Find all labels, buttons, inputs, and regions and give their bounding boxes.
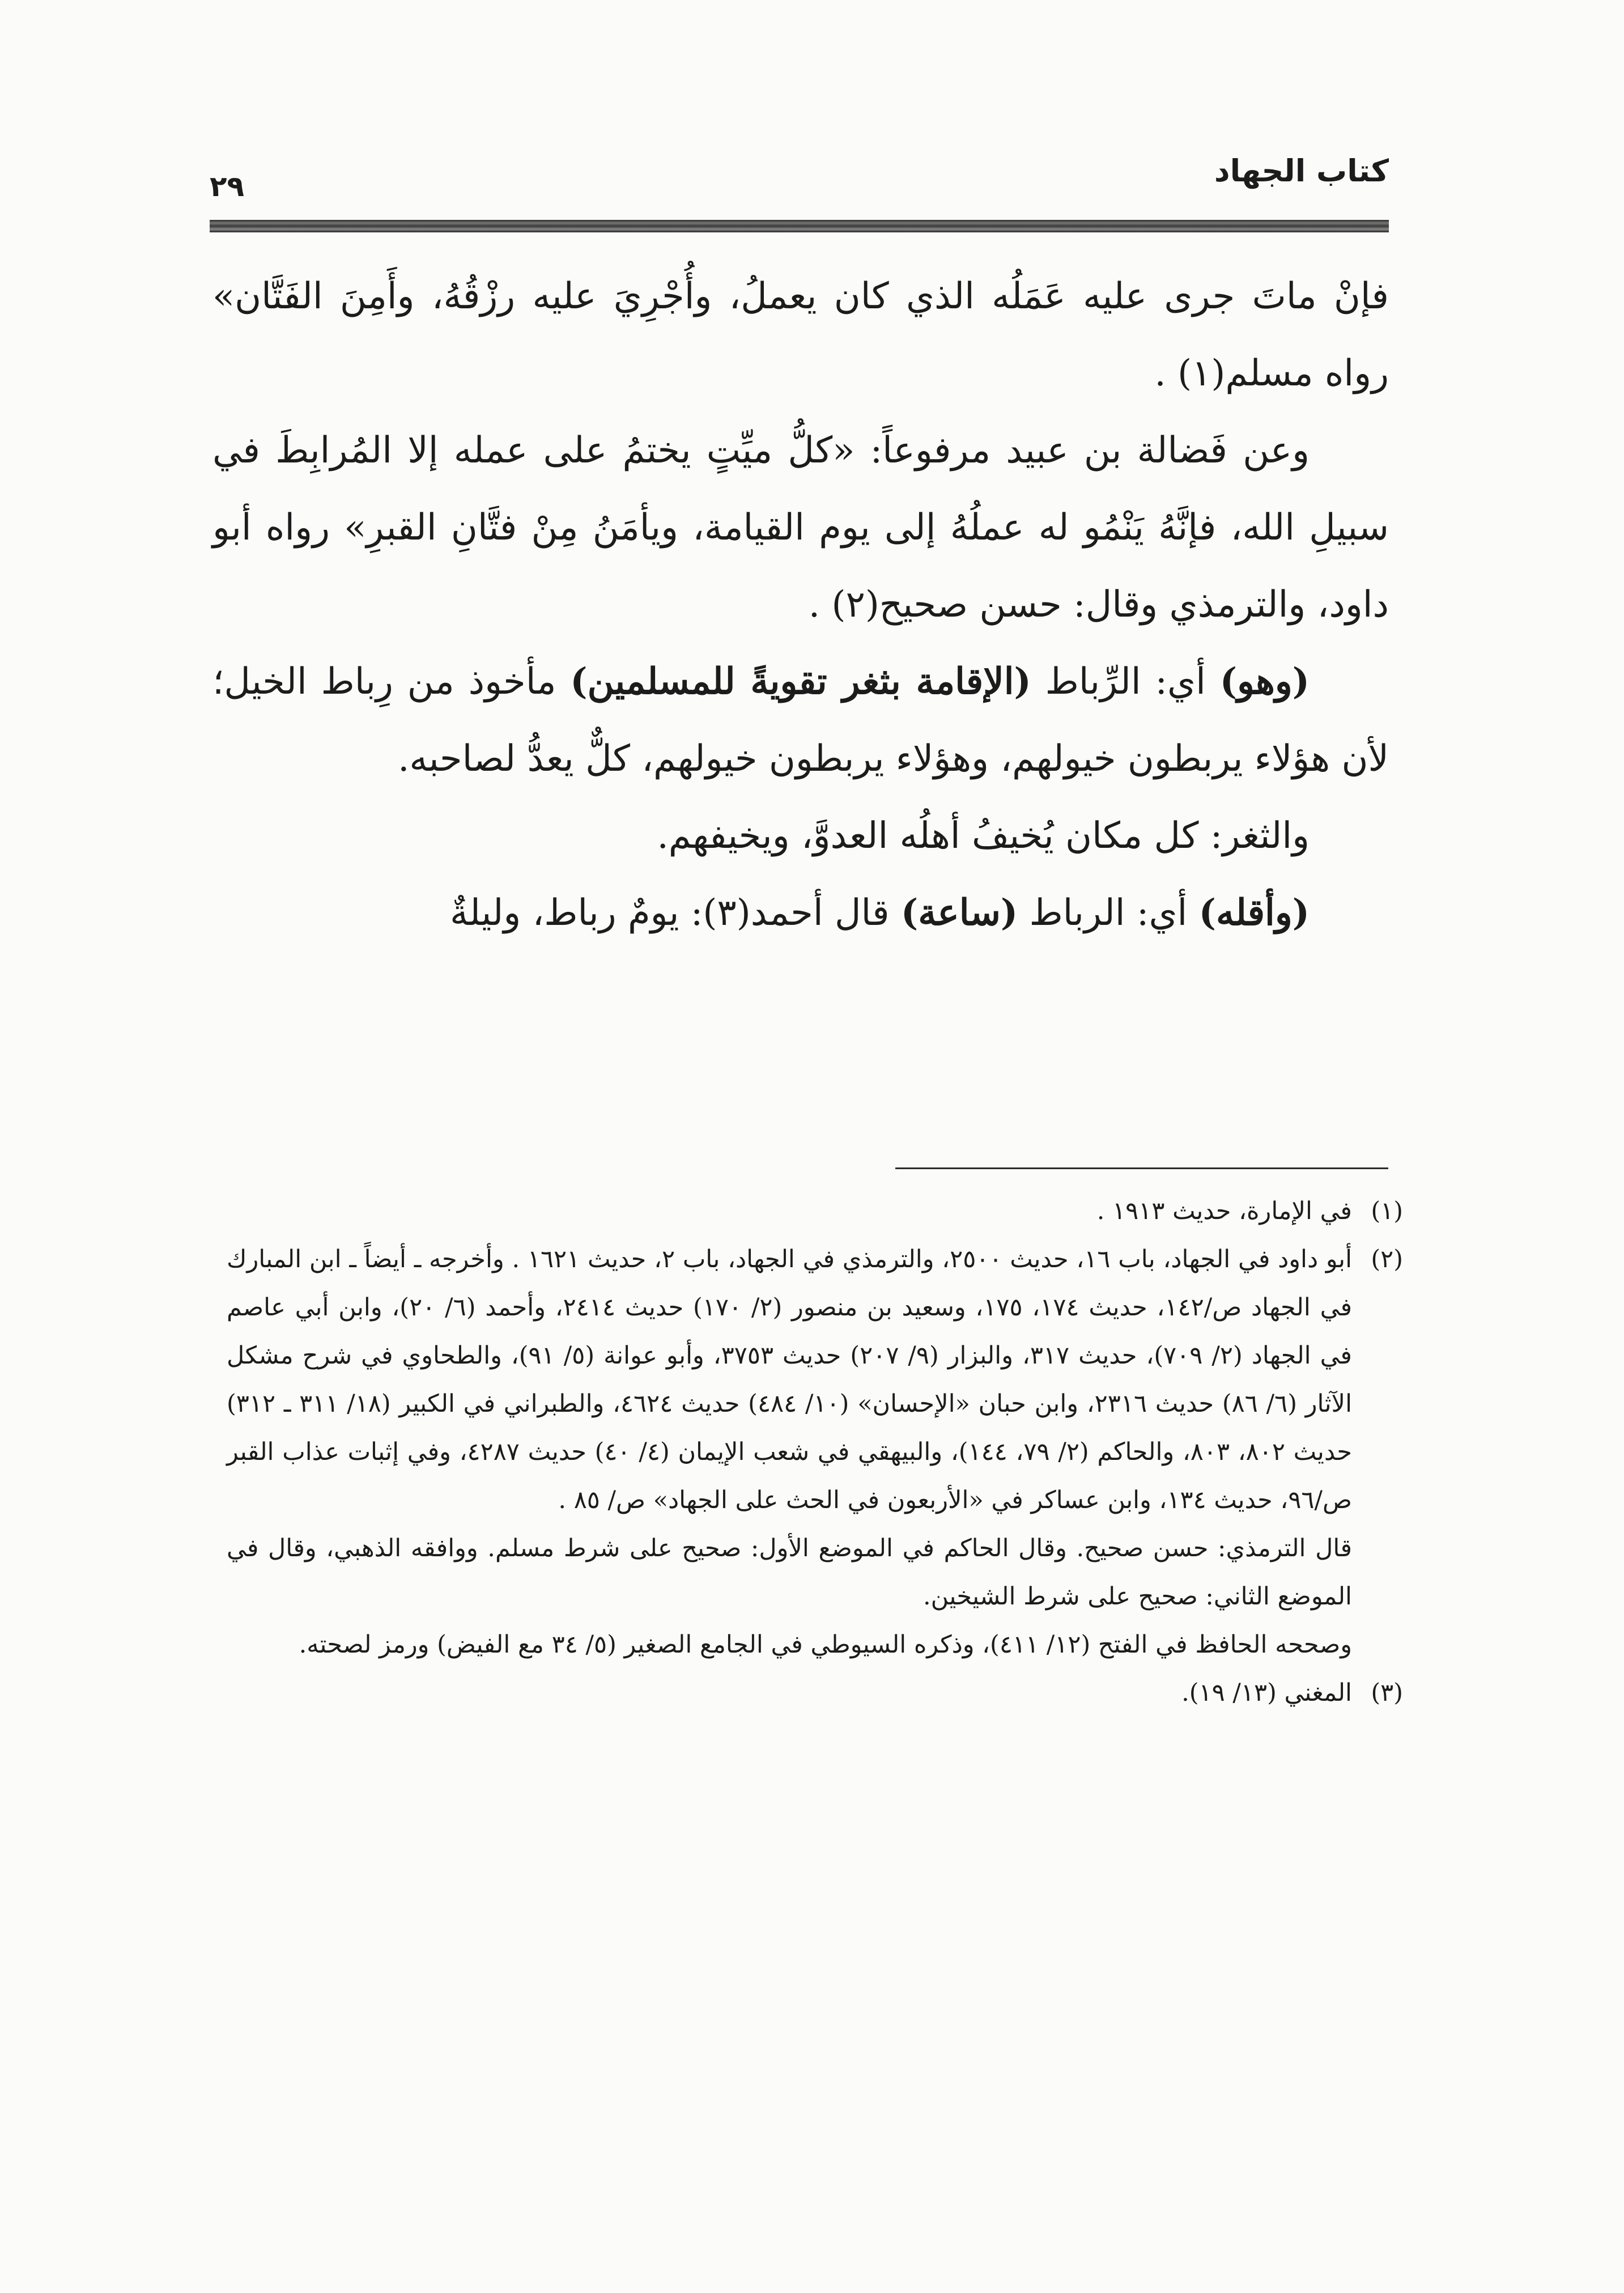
footnote-2-continuation: وصححه الحافظ في الفتح (١٢/ ٤١١)، وذكره السيوطي في الجامع الصغير (٥/ ٣٤ مع الفيض) ورمز لصحته. — [299, 1630, 1352, 1659]
footnote-marker: (٣) — [1371, 1679, 1403, 1707]
footnote-2 — [227, 1235, 1403, 1525]
term-lead: (وأقله) — [1198, 891, 1310, 934]
term-phrase: (الإقامة بثغر تقويةً للمسلمين) — [570, 660, 1031, 703]
text-segment: أي: الرِّباط — [1031, 661, 1220, 703]
paragraph-hadith-continuation: فإنْ ماتَ جرى عليه عَمَلُه الذي كان يعملُ، وأُجْرِيَ عليه رزْقُهُ، وأَمِنَ الفَتَّان» رواه مسلم(١) . — [212, 275, 1389, 394]
page-header — [210, 153, 1389, 238]
term-lead: (وهو) — [1219, 660, 1310, 703]
footnotes — [227, 1187, 1403, 1717]
footnote-text: في الإمارة، حديث ١٩١٣ . — [1096, 1197, 1352, 1225]
running-header-title: كتاب الجهاد — [1214, 153, 1389, 189]
paragraph-thaghr-definition: والثغر: كل مكان يُخيفُ أهلُه العدوَّ، ويخيفهم. — [657, 815, 1310, 857]
text-segment: قال أحمد(٣): يومٌ رباط، وليلةٌ — [450, 892, 901, 934]
term-phrase: (ساعة) — [900, 891, 1018, 934]
footnote-2-continuation: قال الترمذي: حسن صحيح. وقال الحاكم في الموضع الأول: صحيح على شرط مسلم. ووافقه الذهبي، وقال في الموضع الثاني: صحيح على شرط الشيخين. — [227, 1534, 1352, 1611]
paragraph-ribat-minimum — [212, 874, 1389, 952]
footnote-text: المغني (١٣/ ١٩). — [1181, 1679, 1352, 1707]
text-segment: أي: الرباط — [1018, 892, 1199, 934]
footnote-3 — [227, 1669, 1403, 1717]
footnote-marker: (٢) — [1371, 1245, 1403, 1273]
footnote-text: أبو داود في الجهاد، باب ١٦، حديث ٢٥٠٠، والترمذي في الجهاد، باب ٢، حديث ١٦٢١ . وأخرجه ـ أيضاً ـ ابن المبارك في الجهاد ص/١٤٢، حديث ١٧٤، ١٧٥، وسعيد بن منصور (٢/ ١٧٠) حديث ٢٤١٤، وأحمد (٦/ ٢٠)، وابن أبي عاصم في الجهاد (٢/ ٧٠٩)، حديث ٣١٧، والبزار (٩/ ٢٠٧) حديث ٣٧٥٣، وأبو عوانة (٥/ ٩١)، والطحاوي في شرح مشكل الآثار (٦/ ٨٦) حديث ٢٣١٦، وابن حبان «الإحسان» (١٠/ ٤٨٤) حديث ٤٦٢٤، والطبراني في الكبير (١٨/ ٣١١ ـ ٣١٢) حديث ٨٠٢، ٨٠٣، والحاكم (٢/ ٧٩، ١٤٤)، والبيهقي في شعب الإيمان (٤/ ٤٠) حديث ٤٢٨٧، وفي إثبات عذاب القبر ص/٩٦، حديث ١٣٤، وابن عساكر في «الأربعون في الحث على الجهاد» ص/ ٨٥ . — [227, 1245, 1353, 1514]
footnote-marker: (١) — [1371, 1197, 1403, 1225]
paragraph-fadala-hadith: وعن فَضالة بن عبيد مرفوعاً: «كلُّ ميِّتٍ يختمُ على عمله إلا المُرابِطَ في سبيلِ الله، فإنَّهُ يَنْمُو له عملُهُ إلى يوم القيامة، ويأمَنُ مِنْ فتَّانِ القبرِ» رواه أبو داود، والترمذي وقال: حسن صحيح(٢) . — [212, 430, 1389, 626]
main-text — [212, 258, 1389, 952]
page-number: ٢٩ — [210, 170, 245, 203]
paragraph-ribat-definition — [212, 643, 1389, 797]
header-rule — [210, 220, 1389, 232]
footnote-separator — [895, 1167, 1388, 1169]
footnote-1 — [227, 1187, 1403, 1235]
text-segment: مأخوذ من رِباط الخيل؛ لأن هؤلاء يربطون خيولهم، وهؤلاء يربطون خيولهم، كلٌّ يعدُّ لصاحبه. — [212, 661, 1389, 780]
